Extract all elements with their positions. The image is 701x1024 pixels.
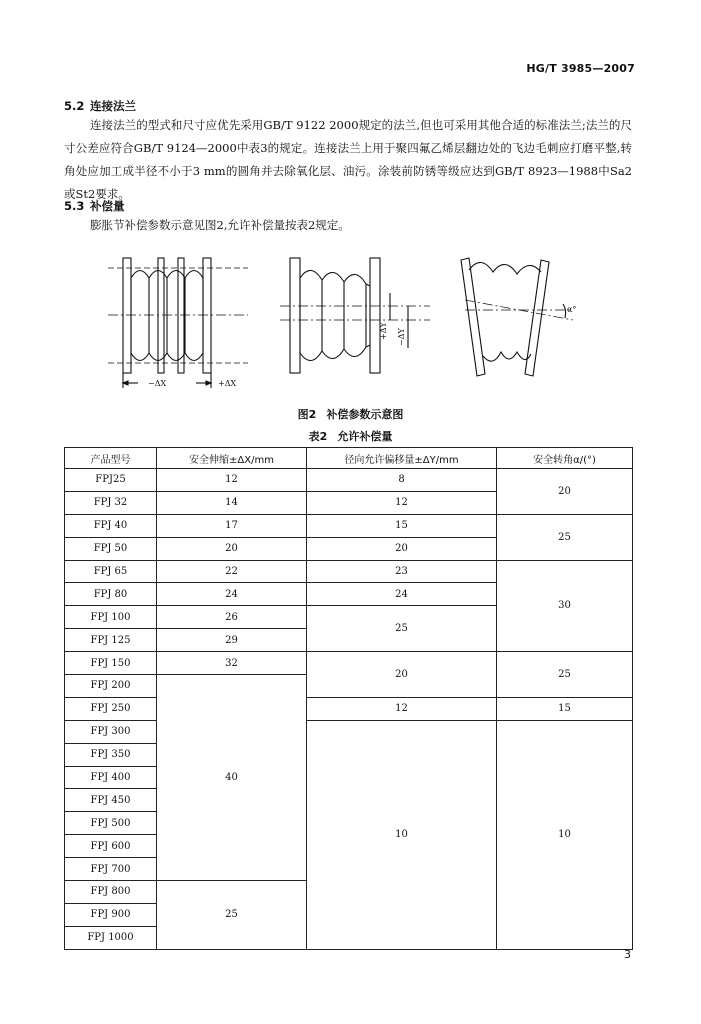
alpha-cell: 20 [497,469,633,515]
table-caption [0,428,701,444]
alpha-label: α° [567,305,577,314]
model-cell: FPJ 32 [65,491,157,514]
dx-cell: 17 [157,514,307,537]
dy-cell: 12 [307,491,497,514]
dx-cell: 25 [157,881,307,950]
dx-cell: 12 [157,469,307,492]
dx-cell: 14 [157,491,307,514]
header-alpha: 安全转角α/(°) [497,448,633,469]
plus-dy-label: +ΔY [379,322,388,340]
model-cell: FPJ 600 [65,835,157,858]
section-5-2-heading [64,98,136,114]
section-title: 连接法兰 [90,99,136,113]
dy-cell: 10 [307,720,497,949]
dy-cell: 12 [307,697,497,720]
dx-cell: 40 [157,675,307,881]
figure-caption-number: 图2 [297,408,317,421]
model-cell: FPJ 100 [65,606,157,629]
alpha-cell: 15 [497,697,633,720]
model-cell: FPJ 65 [65,560,157,583]
compensation-table [64,447,633,950]
model-cell: FPJ 900 [65,903,157,926]
model-cell: FPJ 80 [65,583,157,606]
table-caption-number: 表2 [308,430,328,443]
model-cell: FPJ 200 [65,675,157,698]
page-number: 3 [624,948,631,961]
model-cell: FPJ 250 [65,697,157,720]
section-number: 5.2 [64,99,85,113]
dx-cell: 24 [157,583,307,606]
section-5-3-paragraph: 膨胀节补偿参数示意见图2,允许补偿量按表2规定。 [90,218,350,232]
section-title: 补偿量 [90,199,125,213]
header-dy: 径向允许偏移量±ΔY/mm [307,448,497,469]
alpha-cell: 10 [497,720,633,949]
standard-number: HG/T 3985—2007 [526,62,635,75]
dx-cell: 29 [157,629,307,652]
model-cell: FPJ 50 [65,537,157,560]
alpha-cell: 30 [497,560,633,652]
table-header-row [65,448,633,469]
model-cell: FPJ 700 [65,858,157,881]
model-cell: FPJ 40 [65,514,157,537]
section-5-3-heading [64,198,125,214]
alpha-cell: 25 [497,652,633,698]
table-row [65,720,633,743]
table-row [65,560,633,583]
model-cell: FPJ 800 [65,881,157,904]
model-cell: FPJ25 [65,469,157,492]
table-caption-title: 允许补偿量 [337,430,393,443]
model-cell: FPJ 125 [65,629,157,652]
dy-cell: 20 [307,652,497,698]
dy-cell: 25 [307,606,497,652]
model-cell: FPJ 1000 [65,926,157,949]
alpha-cell: 25 [497,514,633,560]
figure-caption [0,406,701,422]
header-dx: 安全伸缩±ΔX/mm [157,448,307,469]
lateral-compensation-diagram [280,248,430,383]
dy-cell: 24 [307,583,497,606]
section-5-2-paragraph: 连接法兰的型式和尺寸应优先采用GB/T 9122 2000规定的法兰,但也可采用其他合适的标准法兰;法兰的尺寸公差应符合GB/T 9124—2000中表3的规定。连接法兰上用于聚四氟乙烯层翻边处的飞边毛刺应打磨平整,转角处应加工成半径不小于3 mm的圆角并去除氧化层、油污。涂装前防锈等级应达到GB/T 8923—1988中Sa2或St2要求。 [64,118,632,201]
table-row [65,652,633,675]
dx-cell: 32 [157,652,307,675]
model-cell: FPJ 300 [65,720,157,743]
figure-caption-title: 补偿参数示意图 [326,408,404,421]
dx-cell: 20 [157,537,307,560]
dy-cell: 23 [307,560,497,583]
minus-dx-label: −ΔX [148,379,167,388]
angular-compensation-diagram [455,248,595,383]
model-cell: FPJ 150 [65,652,157,675]
dy-cell: 15 [307,514,497,537]
model-cell: FPJ 400 [65,766,157,789]
dx-cell: 26 [157,606,307,629]
axial-compensation-diagram [108,248,248,398]
dx-cell: 22 [157,560,307,583]
dy-cell: 20 [307,537,497,560]
model-cell: FPJ 350 [65,743,157,766]
minus-dy-label: −ΔY [397,328,406,346]
plus-dx-label: +ΔX [218,379,237,388]
dy-cell: 8 [307,469,497,492]
header-model: 产品型号 [65,448,157,469]
table-row [65,697,633,720]
section-number: 5.3 [64,199,85,213]
table-row [65,514,633,537]
model-cell: FPJ 450 [65,789,157,812]
model-cell: FPJ 500 [65,812,157,835]
table-row [65,469,633,492]
